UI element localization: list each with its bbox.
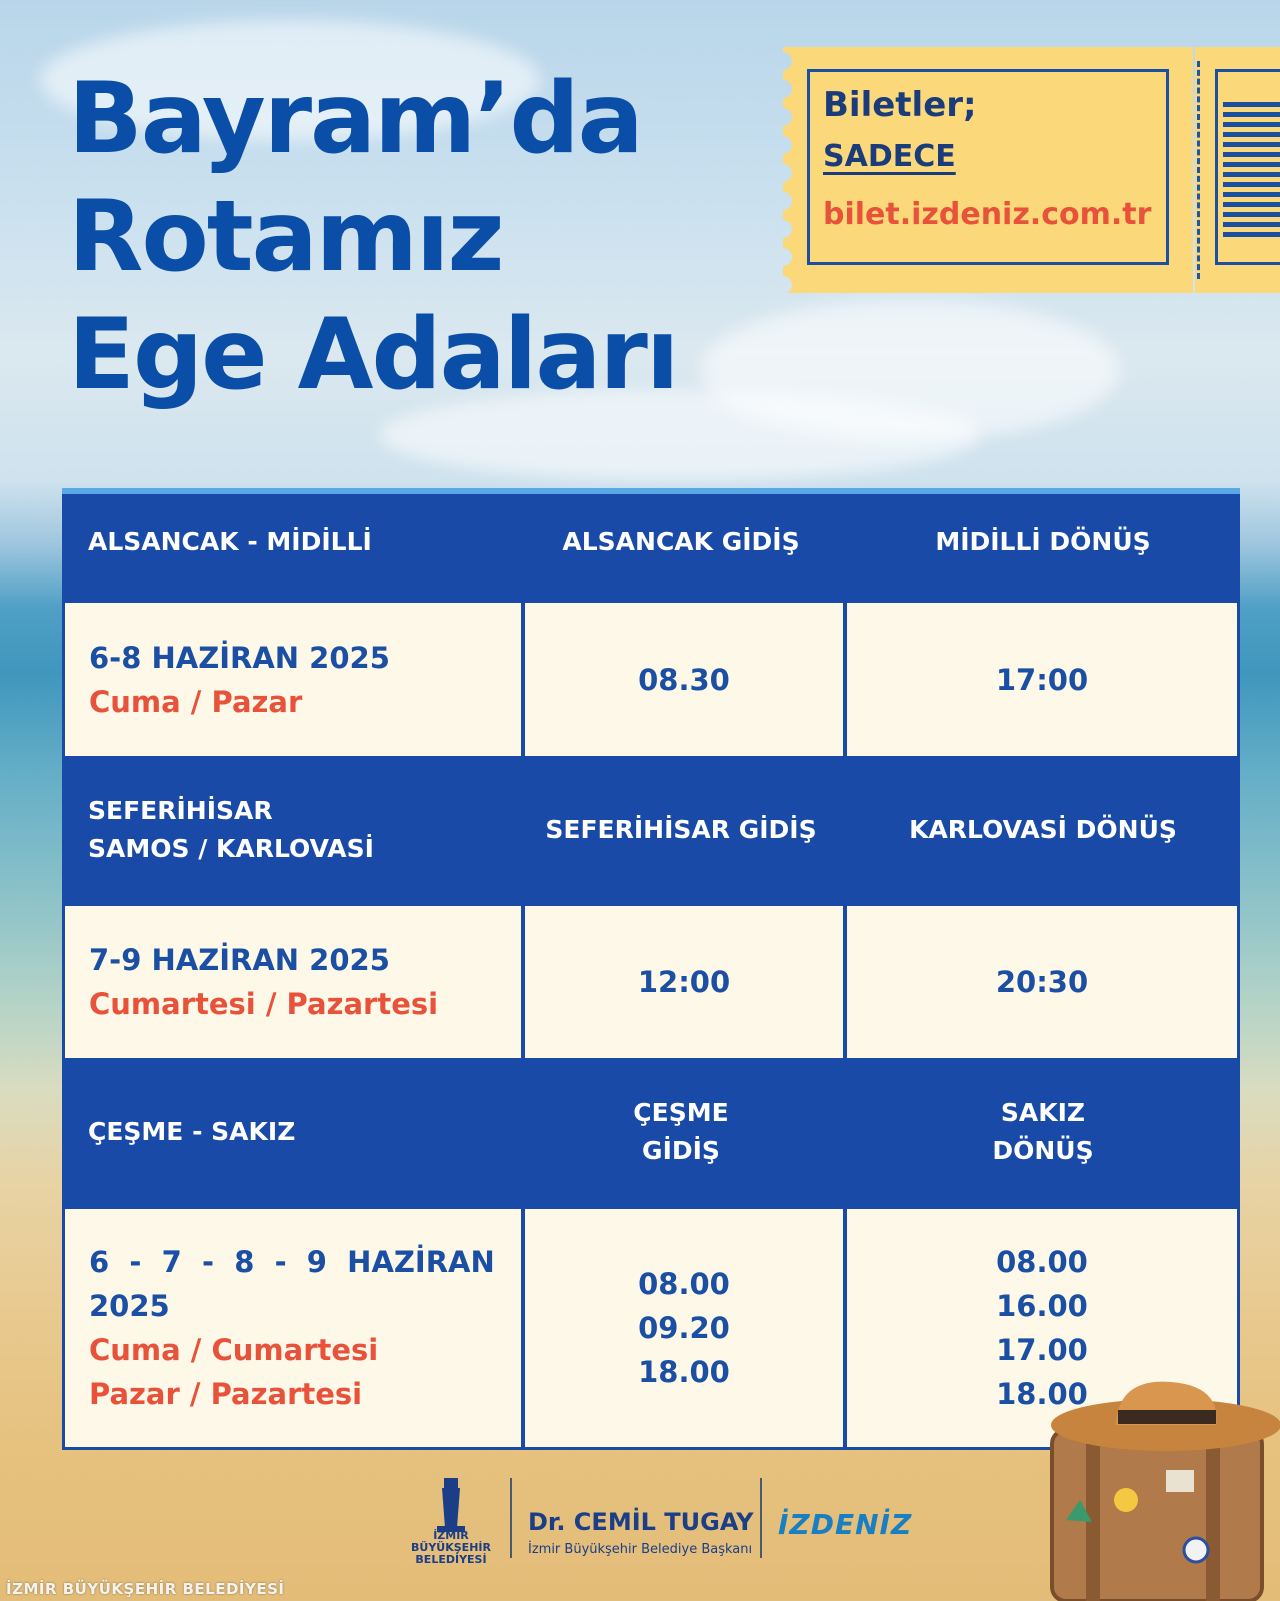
- date-text: 6-8 HAZİRAN 2025: [89, 640, 390, 675]
- departure-header: ALSANCAK GİDİŞ: [562, 527, 800, 556]
- table-row: [62, 603, 1240, 756]
- return-time-cell: [847, 603, 1237, 756]
- return-time-cell: [847, 906, 1237, 1058]
- route-name: SEFERİHİSAR SAMOS / KARLOVASİ: [88, 796, 374, 863]
- time-text: 18.00: [996, 1377, 1088, 1411]
- ticket-perforation: [1197, 61, 1200, 279]
- date-cell: [65, 906, 521, 1058]
- departure-time-cell: [525, 906, 843, 1058]
- mayor-title: İzmir Büyükşehir Belediye Başkanı: [528, 1542, 753, 1557]
- days-text: Cumartesi / Pazartesi: [89, 987, 439, 1021]
- days-text: Pazar / Pazartesi: [89, 1377, 363, 1411]
- departure-time-cell: [525, 1209, 843, 1447]
- title-line: Bayram’da: [68, 62, 642, 176]
- return-header: KARLOVASİ DÖNÜŞ: [909, 815, 1177, 844]
- time-text: 16.00: [996, 1289, 1088, 1323]
- table-header-row: [62, 1062, 1240, 1202]
- days-text: Cuma / Pazar: [89, 684, 303, 719]
- date-text: 7-9 HAZİRAN 2025: [89, 943, 390, 977]
- route-name: ÇEŞME - SAKIZ: [88, 1117, 296, 1146]
- time-text: 18.00: [638, 1355, 730, 1389]
- logo-text: İZMİR BÜYÜKŞEHİR BELEDİYESİ: [411, 1529, 491, 1566]
- ticket-badge: [783, 47, 1280, 293]
- mayor-name: Dr. CEMİL TUGAY: [528, 1508, 754, 1536]
- return-header: SAKIZ DÖNÜŞ: [992, 1098, 1094, 1165]
- barcode-icon: [1223, 102, 1280, 239]
- route-name: ALSANCAK - MİDİLLİ: [88, 527, 372, 556]
- divider: [760, 1478, 762, 1558]
- days-text: Cuma / Cumartesi: [89, 1333, 379, 1367]
- time-text: 17.00: [996, 1333, 1088, 1367]
- suitcase-hat-illustration: [1046, 1380, 1280, 1601]
- date-cell: [65, 603, 521, 756]
- time-text: 09.20: [638, 1311, 730, 1345]
- time-text: 08.30: [638, 662, 730, 697]
- time-text: 20:30: [995, 965, 1089, 999]
- return-header: MİDİLLİ DÖNÜŞ: [935, 527, 1151, 556]
- table-header-row: [62, 760, 1240, 900]
- time-text: 12:00: [637, 965, 731, 999]
- divider: [510, 1478, 512, 1558]
- watermark: İZMİR BÜYÜKŞEHİR BELEDİYESİ: [6, 1580, 285, 1598]
- ticket-heading: Biletler;: [823, 85, 977, 125]
- table-row: [62, 906, 1240, 1058]
- page-title: [68, 60, 677, 414]
- ticket-url-link[interactable]: bilet.izdeniz.com.tr: [823, 197, 1152, 232]
- izdeniz-logo: İZDENİZ: [778, 1508, 913, 1541]
- departure-header: SEFERİHİSAR GİDİŞ: [545, 815, 817, 844]
- title-line: Ege Adaları: [68, 298, 678, 412]
- time-text: 08.00: [638, 1267, 730, 1301]
- date-cell: [65, 1209, 521, 1447]
- date-text: 6 - 7 - 8 - 9 HAZİRAN: [89, 1245, 495, 1279]
- departure-header: ÇEŞME GİDİŞ: [633, 1098, 729, 1165]
- departure-time-cell: [525, 603, 843, 756]
- date-text: 2025: [89, 1289, 170, 1323]
- ticket-only-label: SADECE: [823, 139, 956, 174]
- table-header-row: [62, 494, 1240, 590]
- time-text: 17:00: [995, 662, 1089, 697]
- title-line: Rotamız: [68, 180, 503, 294]
- time-text: 08.00: [996, 1245, 1088, 1279]
